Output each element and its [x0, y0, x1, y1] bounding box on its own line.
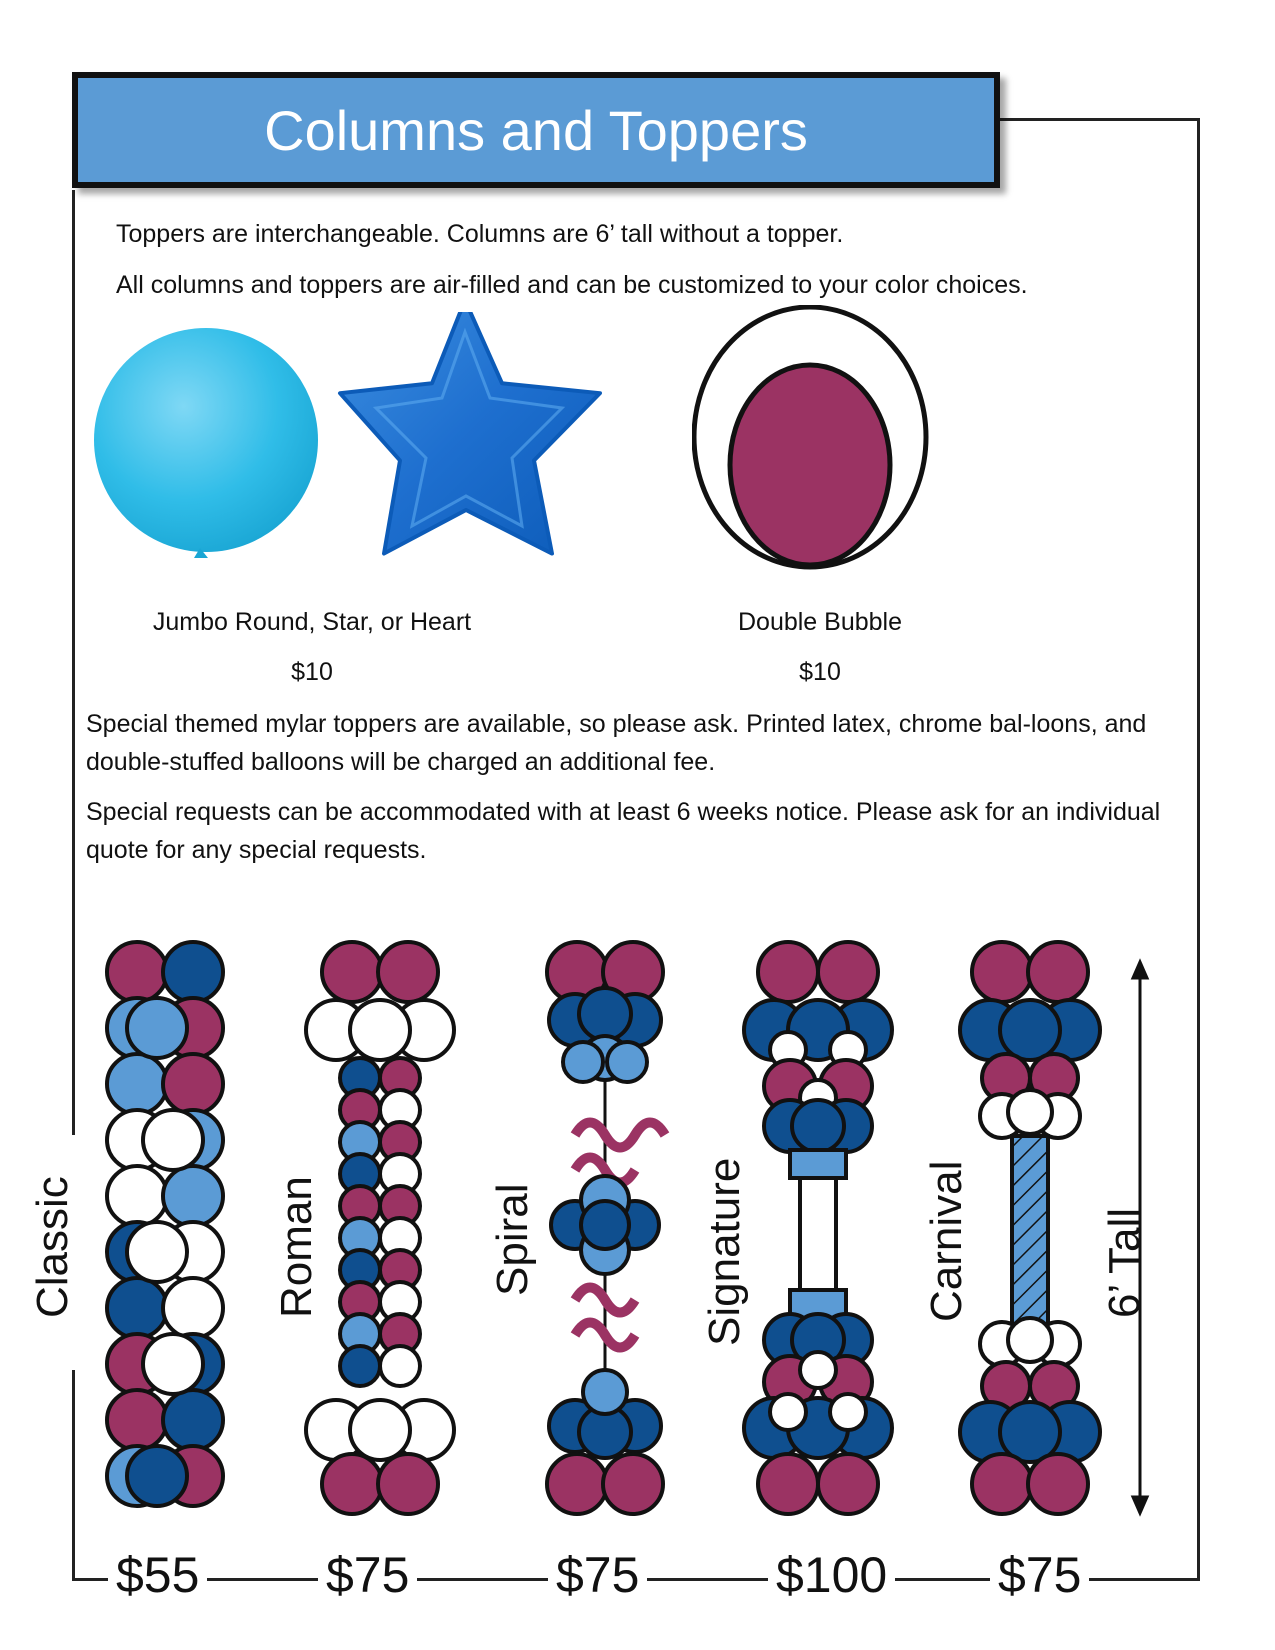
- balloon: [581, 1201, 629, 1249]
- title-banner: [72, 72, 1000, 188]
- balloon: [127, 1222, 187, 1282]
- balloon: [972, 1454, 1032, 1514]
- balloon: [830, 1394, 866, 1430]
- column-price-carnival: $75: [990, 1546, 1089, 1604]
- balloon: [378, 942, 438, 1002]
- jumbo-round-balloon: [94, 328, 318, 552]
- balloon: [350, 1400, 410, 1460]
- frame-top-line: [1000, 118, 1200, 121]
- balloon: [127, 1446, 187, 1506]
- balloon: [163, 1278, 223, 1338]
- balloon: [1000, 1000, 1060, 1060]
- balloon: [143, 1110, 203, 1170]
- balloon: [163, 1054, 223, 1114]
- balloon: [1028, 1454, 1088, 1514]
- balloon: [563, 1042, 603, 1082]
- intro-line-1: Toppers are interchangeable. Columns are 6’ tall without a topper.: [116, 220, 844, 248]
- column-price-roman: $75: [318, 1546, 417, 1604]
- balloon: [378, 1454, 438, 1514]
- balloon: [107, 942, 167, 1002]
- balloon: [1008, 1090, 1052, 1134]
- column-label-carnival: Carnival: [922, 1160, 971, 1322]
- column-label-roman: Roman: [272, 1176, 321, 1318]
- column-label-spiral: Spiral: [488, 1183, 537, 1296]
- topper-double-bubble-price: $10: [799, 658, 841, 686]
- balloon: [127, 998, 187, 1058]
- balloon: [792, 1100, 844, 1152]
- balloon: [107, 1278, 167, 1338]
- balloon: [972, 942, 1032, 1002]
- double-bubble-image: [692, 305, 952, 605]
- column-label-classic: Classic: [28, 1176, 77, 1318]
- balloon-columns-illustration: [0, 930, 1275, 1650]
- balloon: [758, 1454, 818, 1514]
- page-title: Columns and Toppers: [264, 98, 808, 162]
- topper-jumbo-price: $10: [291, 658, 333, 686]
- balloon: [818, 1454, 878, 1514]
- balloon: [350, 1000, 410, 1060]
- balloon: [583, 1370, 627, 1414]
- height-label: 6’ Tall: [1100, 1207, 1149, 1318]
- note-special-requests: Special requests can be accommodated with at least 6 weeks notice. Please ask for an individual quote for any special requests.: [86, 798, 1161, 864]
- balloon: [603, 1454, 663, 1514]
- balloon: [770, 1394, 806, 1430]
- column-price-classic: $55: [108, 1546, 207, 1604]
- balloon: [322, 1454, 382, 1514]
- balloon: [607, 1042, 647, 1082]
- balloon: [107, 1390, 167, 1450]
- column-price-signature: $100: [768, 1546, 895, 1604]
- intro-line-2: All columns and toppers are air-filled and can be customized to your color choices.: [116, 271, 1028, 299]
- balloon: [800, 1352, 836, 1388]
- balloon: [163, 1390, 223, 1450]
- balloon: [1008, 1318, 1052, 1362]
- balloon: [758, 942, 818, 1002]
- note-special-toppers: Special themed mylar toppers are available, so please ask. Printed latex, chrome bal-loons, and double-stuffed balloons will be charged an additional fee.: [86, 710, 1147, 776]
- topper-double-bubble-caption: Double Bubble: [737, 608, 902, 636]
- balloon: [107, 1054, 167, 1114]
- topper-jumbo-caption: Jumbo Round, Star, or Heart: [152, 608, 472, 636]
- jumbo-round-star-image: [82, 312, 642, 588]
- balloon: [163, 1166, 223, 1226]
- balloon: [143, 1334, 203, 1394]
- balloon: [340, 1346, 380, 1386]
- balloon: [163, 942, 223, 1002]
- balloon: [818, 942, 878, 1002]
- balloon: [1028, 942, 1088, 1002]
- balloon: [322, 942, 382, 1002]
- balloon: [547, 1454, 607, 1514]
- column-price-spiral: $75: [548, 1546, 647, 1604]
- balloon: [107, 1166, 167, 1226]
- balloon: [579, 988, 631, 1040]
- column-label-signature: Signature: [700, 1157, 749, 1346]
- balloon: [380, 1346, 420, 1386]
